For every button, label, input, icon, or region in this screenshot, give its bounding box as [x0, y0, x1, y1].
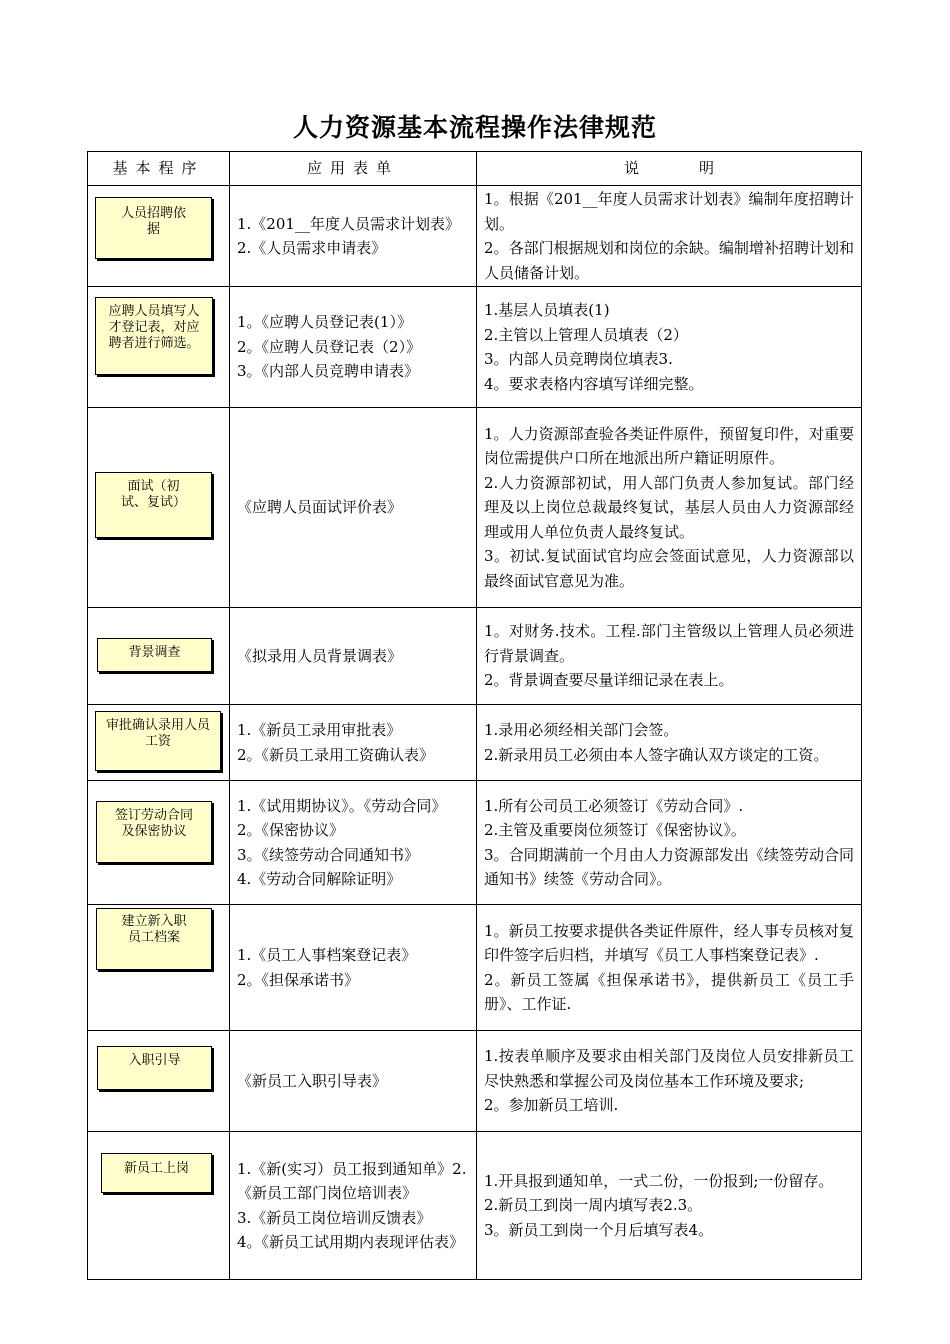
description-item: 2.新录用员工必须由本人签字确认双方谈定的工资。	[484, 745, 829, 764]
form-item: 4。《新员工试用期内表现评估表》	[237, 1233, 465, 1251]
description-cell	[477, 1132, 862, 1280]
description-item: 1.开具报到通知单，一式二份，一份报到;一份留存。	[484, 1171, 834, 1190]
description-item: 2.新员工到岗一周内填写表2.3。	[484, 1196, 703, 1215]
step-cell	[88, 1132, 230, 1280]
description-item: 2。参加新员工培训.	[484, 1096, 619, 1115]
table-row	[88, 408, 862, 608]
header-description-part-a: 说	[623, 159, 639, 178]
description-cell	[477, 905, 862, 1031]
description-cell	[477, 287, 862, 408]
step-cell	[88, 186, 230, 287]
header-description	[477, 152, 862, 186]
step-box	[95, 297, 213, 375]
form-item: 《新员工入职引导表》	[237, 1071, 388, 1090]
table-row	[88, 1132, 862, 1280]
step-box	[97, 638, 212, 672]
forms-cell	[230, 905, 477, 1031]
description-item: 3。初试.复试面试官均应会签面试意见，人力资源部以最终面试官意见为准。	[484, 547, 854, 590]
form-item: 1.《新(实习）员工报到通知单》2.《新员工部门岗位培训表》	[237, 1159, 467, 1202]
description-item: 3。内部人员竞聘岗位填表3.	[484, 350, 673, 368]
description-item: 2。新员工签属《担保承诺书》，提供新员工《员工手册》、工作证.	[484, 970, 854, 1013]
table-row	[88, 905, 862, 1031]
forms-cell	[230, 781, 477, 905]
header-applied-forms: 应用表单	[230, 152, 477, 186]
description-cell	[477, 408, 862, 608]
step-cell	[88, 408, 230, 608]
form-item: 2。《应聘人员登记表（2）》	[237, 337, 422, 356]
step-label: 建立新入职员工档案	[121, 914, 187, 945]
description-cell	[477, 186, 862, 287]
step-label: 签订劳动合同及保密协议	[114, 808, 193, 839]
table-row	[88, 608, 862, 705]
description-item: 1。根据《201__年度人员需求计划表》编制年度招聘计划。	[484, 190, 854, 233]
step-box	[101, 1153, 212, 1193]
description-item: 2。背景调查要尽量详细记录在表上。	[484, 671, 734, 690]
step-box	[96, 908, 212, 970]
description-item: 2.主管及重要岗位须签订《保密协议》。	[484, 821, 746, 839]
form-item: 2。《新员工录用工资确认表》	[237, 745, 435, 764]
step-cell	[88, 1031, 230, 1132]
description-item: 4。要求表格内容填写详细完整。	[484, 374, 704, 393]
form-item: 1.《员工人事档案登记表》	[237, 946, 417, 964]
step-cell	[88, 705, 230, 781]
step-cell	[88, 287, 230, 408]
table-header-row	[88, 152, 862, 186]
forms-cell	[230, 1031, 477, 1132]
step-label: 应聘人员填写人才登记表，对应聘者进行筛选。	[108, 304, 200, 351]
form-item: 《拟录用人员背景调表》	[237, 646, 403, 665]
step-cell	[88, 608, 230, 705]
form-item: 3。《续签劳动合同通知书》	[237, 845, 420, 864]
description-cell	[477, 608, 862, 705]
description-cell	[477, 1031, 862, 1132]
table-row	[88, 705, 862, 781]
step-box	[95, 711, 221, 771]
process-table	[87, 151, 862, 1280]
forms-cell	[230, 608, 477, 705]
form-item: 2。《保密协议》	[237, 821, 345, 839]
forms-cell	[230, 1132, 477, 1280]
description-item: 1.所有公司员工必须签订《劳动合同》.	[484, 796, 744, 815]
table-row	[88, 287, 862, 408]
form-item: 3。《内部人员竞聘申请表》	[237, 362, 420, 381]
description-item: 1。新员工按要求提供各类证件原件，经人事专员核对复印件签字后归档，并填写《员工人事档案登记表》.	[484, 921, 854, 964]
step-label: 面试（初试、复试）	[120, 479, 186, 510]
step-label: 入职引导	[128, 1053, 181, 1068]
table-row	[88, 781, 862, 905]
step-label: 新员工上岗	[123, 1161, 189, 1176]
table-row	[88, 186, 862, 287]
form-item: 4.《劳动合同解除证明》	[237, 870, 402, 888]
step-box	[95, 197, 212, 259]
form-item: 1。《应聘人员登记表(1）》	[237, 313, 412, 332]
forms-cell	[230, 186, 477, 287]
description-cell	[477, 705, 862, 781]
form-item: 2。《担保承诺书》	[237, 970, 360, 989]
step-box	[95, 472, 212, 538]
form-item: 1.《新员工录用审批表》	[237, 721, 402, 739]
description-item: 1。对财务.技术。工程.部门主管级以上管理人员必须进行背景调查。	[484, 622, 854, 665]
description-item: 1.基层人员填表(1)	[484, 301, 610, 319]
step-box	[97, 1046, 212, 1090]
description-item: 2.人力资源部初试，用人部门负责人参加复试。部门经理及以上岗位总裁最终复试，基层人员由人力资源部经理或用人单位负责人最终复试。	[484, 473, 854, 541]
description-item: 2.主管以上管理人员填表（2）	[484, 325, 688, 344]
step-box	[96, 801, 212, 863]
header-basic-procedure: 基本程序	[88, 152, 230, 186]
table-row	[88, 1031, 862, 1132]
forms-cell	[230, 408, 477, 608]
form-item: 1.《试用期协议》。《劳动合同》	[237, 796, 447, 815]
step-cell	[88, 905, 230, 1031]
description-item: 1.按表单顺序及要求由相关部门及岗位人员安排新员工尽快熟悉和掌握公司及岗位基本工作环境及要求;	[484, 1047, 854, 1090]
description-item: 3。新员工到岗一个月后填写表4。	[484, 1220, 714, 1239]
form-item: 《应聘人员面试评价表》	[237, 498, 403, 517]
step-label: 背景调查	[128, 645, 181, 660]
description-item: 1.录用必须经相关部门会签。	[484, 721, 679, 739]
description-item: 3。合同期满前一个月由人力资源部发出《续签劳动合同通知书》续签《劳动合同》。	[484, 845, 854, 888]
page-title: 人力资源基本流程操作法律规范	[292, 113, 657, 142]
form-item: 2.《人员需求申请表》	[237, 239, 387, 257]
forms-cell	[230, 705, 477, 781]
step-cell	[88, 781, 230, 905]
forms-cell	[230, 287, 477, 408]
description-item: 2。各部门根据规划和岗位的余缺。编制增补招聘计划和人员储备计划。	[484, 239, 854, 282]
description-item: 1。人力资源部查验各类证件原件，预留复印件，对重要岗位需提供户口所在地派出所户籍证明原件。	[484, 424, 854, 468]
description-cell	[477, 781, 862, 905]
step-label: 审批确认录用人员工资	[105, 718, 210, 749]
header-description-part-b: 明	[699, 159, 715, 178]
form-item: 3.《新员工岗位培训反馈表》	[237, 1208, 432, 1227]
form-item: 1.《201__年度人员需求计划表》	[237, 214, 460, 233]
step-label: 人员招聘依据	[120, 206, 186, 237]
